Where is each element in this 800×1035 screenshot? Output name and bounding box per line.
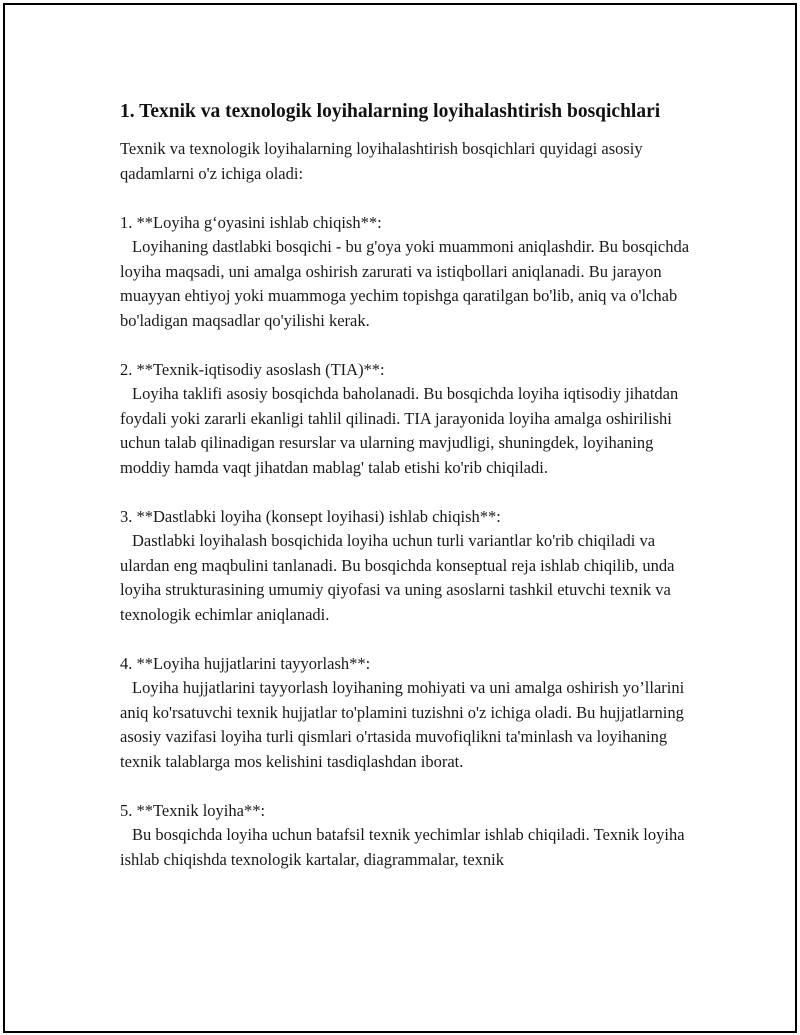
section-body: Loyiha hujjatlarini tayyorlash loyihaning mohiyati va uni amalga oshirish yo’llarini aniq ko'rsatuvchi texnik hujjatlar to'plamini tuzishni o'z ichiga oladi. Bu hujjatlarning asosiy vazifasi loyiha turli qismlari o'rtasida muvofiqlikni ta'minlash va loyihaning texnik talablarga mos kelishini tasdiqlashdan iborat. <box>120 678 685 771</box>
document-page <box>3 3 797 1033</box>
section-body: Bu bosqichda loyiha uchun batafsil texnik yechimlar ishlab chiqiladi. Texnik loyiha ishlab chiqishda texnologik kartalar, diagrammalar, texnik <box>120 825 685 869</box>
section-heading: 2. **Texnik-iqtisodiy asoslash (TIA)**: <box>120 359 385 379</box>
section-heading: 5. **Texnik loyiha**: <box>120 800 266 820</box>
document-content <box>120 98 690 897</box>
section-body: Dastlabki loyihalash bosqichida loyiha uchun turli variantlar ko'rib chiqiladi va ulardan eng maqbulini tanlanadi. Bu bosqichda konseptual reja ishlab chiqilib, unda loyiha strukturasining umumiy qiyofasi va uning asoslarni tashkil etuvchi texnik va texnologik echimlar aniqlanadi. <box>120 531 675 624</box>
document-title: 1. Texnik va texnologik loyihalarning loyihalashtirish bosqichlari <box>120 101 661 122</box>
section-2 <box>120 358 690 481</box>
section-4 <box>120 652 690 775</box>
section-5 <box>120 799 690 873</box>
section-body: Loyihaning dastlabki bosqichi - bu g'oya yoki muammoni aniqlashdir. Bu bosqichda loyiha maqsadi, uni amalga oshirish zarurati va istiqbollari aniqlanadi. Bu jarayon muayyan ehtiyoj yoki muammoga yechim topishga qaratilgan bo'lib, aniq va o'lchab bo'ladigan maqsadlar qo'yilishi kerak. <box>120 237 690 330</box>
intro-paragraph: Texnik va texnologik loyihalarning loyihalashtirish bosqichlari quyidagi asosiy qadamlarni o'z ichiga oladi: <box>120 139 643 183</box>
section-heading: 1. **Loyiha g‘oyasini ishlab chiqish**: <box>120 212 382 232</box>
section-heading: 3. **Dastlabki loyiha (konsept loyihasi) ishlab chiqish**: <box>120 506 501 526</box>
section-heading: 4. **Loyiha hujjatlarini tayyorlash**: <box>120 653 371 673</box>
section-body: Loyiha taklifi asosiy bosqichda baholanadi. Bu bosqichda loyiha iqtisodiy jihatdan foydali yoki zararli ekanligi tahlil qilinadi. TIA jarayonida loyiha amalga oshirilishi uchun talab qilinadigan resurslar va ularning mavjudligi, shuningdek, loyihaning moddiy hamda vaqt jihatdan mablag' talab etishi ko'rib chiqiladi. <box>120 384 679 477</box>
section-3 <box>120 505 690 628</box>
section-1 <box>120 211 690 334</box>
